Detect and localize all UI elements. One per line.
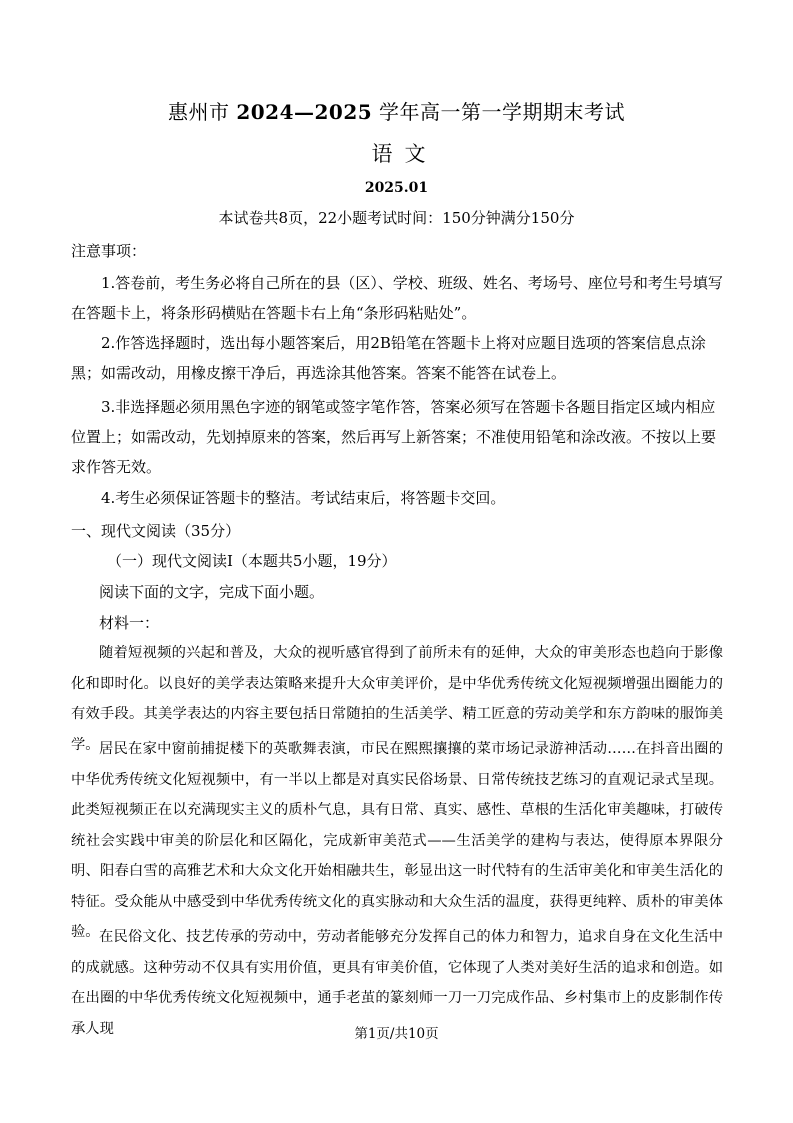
- subject-heading: 语文: [371, 142, 438, 166]
- page-footer: 第1页/共10页: [354, 1026, 439, 1042]
- subsection-heading: （一）现代文阅读Ⅰ（本题共5小题，19分）: [107, 552, 397, 570]
- exam-title: [0, 96, 793, 125]
- passage-paragraph-2: 居民在家中窗前捕捉楼下的英歌舞表演，市民在熙熙攘攘的菜市场记录游神活动……在抖音出圈的中华优秀传统文化短视频中，有一半以上都是对真实民俗场景、日常传统技艺练习的直观记录式呈现。此类短视频正在以充满现实主义的质朴气息，具有日常、真实、感性、草根的生活化审美趣味，打破传统社会实践中审美的阶层化和区隔化，完成新审美范式——生活美学的建构与表达，使得原本界限分明、阳春白雪的高雅艺术和大众文化开始相融共生，彰显出这一时代特有的生活审美化和审美生活化的特征。受众能从中感受到中华优秀传统文化的真实脉动和大众生活的温度，获得更纯粹、质朴的审美体验。: [71, 741, 723, 940]
- section-heading: 一、现代文阅读（35分）: [71, 522, 241, 540]
- note-item-3: 3.非选择题必须用黑色字迹的钢笔或签字笔作答，答案必须写在答题卡各题目指定区域内相应位置上；如需改动，先划掉原来的答案，然后再写上新答案；不准使用铅笔和涂改液。不按以上要求作答无效。: [71, 398, 717, 476]
- reading-instruction: 阅读下面的文字，完成下面小题。: [99, 583, 325, 601]
- passage-paragraph-3: 在民俗文化、技艺传承的劳动中，劳动者能够充分发挥自己的体力和智力，追求自身在文化生活中的成就感。这种劳动不仅具有实用价值，更具有审美价值，它体现了人类对美好生活的追求和创造。如在出圈的中华优秀传统文化短视频中，通手老茧的篆刻师一刀一刀完成作品、乡村集市上的皮影制作传承人现: [71, 929, 723, 1037]
- note-item-4: 4.考生必须保证答题卡的整洁。考试结束后，将答题卡交回。: [101, 489, 506, 507]
- title-years: 2024—2025: [236, 100, 373, 124]
- passage-paragraph-1: 随着短视频的兴起和普及，大众的视听感官得到了前所未有的延伸，大众的审美形态也趋向于影像化和即时化。以良好的美学表达策略来提升大众审美评价，是中华优秀传统文化短视频增强出圈能力的有效手段。其美学表达的内容主要包括日常随拍的生活美学、精工匠意的劳动美学和东方韵味的服饰美学。: [71, 645, 723, 753]
- exam-info: 本试卷共8页，22小题考试时间：150分钟满分150分: [218, 209, 575, 227]
- title-suffix: 学年高一第一学期期末考试: [379, 100, 626, 124]
- material-label: 材料一：: [99, 614, 160, 632]
- note-item-2: 2.作答选择题时，选出每小题答案后，用2B铅笔在答题卡上将对应题目选项的答案信息点涂黑；如需改动，用橡皮擦干净后，再选涂其他答案。答案不能答在试卷上。: [71, 334, 706, 382]
- title-prefix: 惠州市: [167, 100, 230, 124]
- exam-date: 2025.01: [364, 180, 429, 196]
- note-item-1: 1.答卷前，考生务必将自己所在的县（区）、学校、班级、姓名、考场号、座位号和考生号填写在答题卡上，将条形码横贴在答题卡右上角“条形码粘贴处”。: [71, 274, 723, 322]
- notes-heading: 注意事项：: [71, 242, 147, 260]
